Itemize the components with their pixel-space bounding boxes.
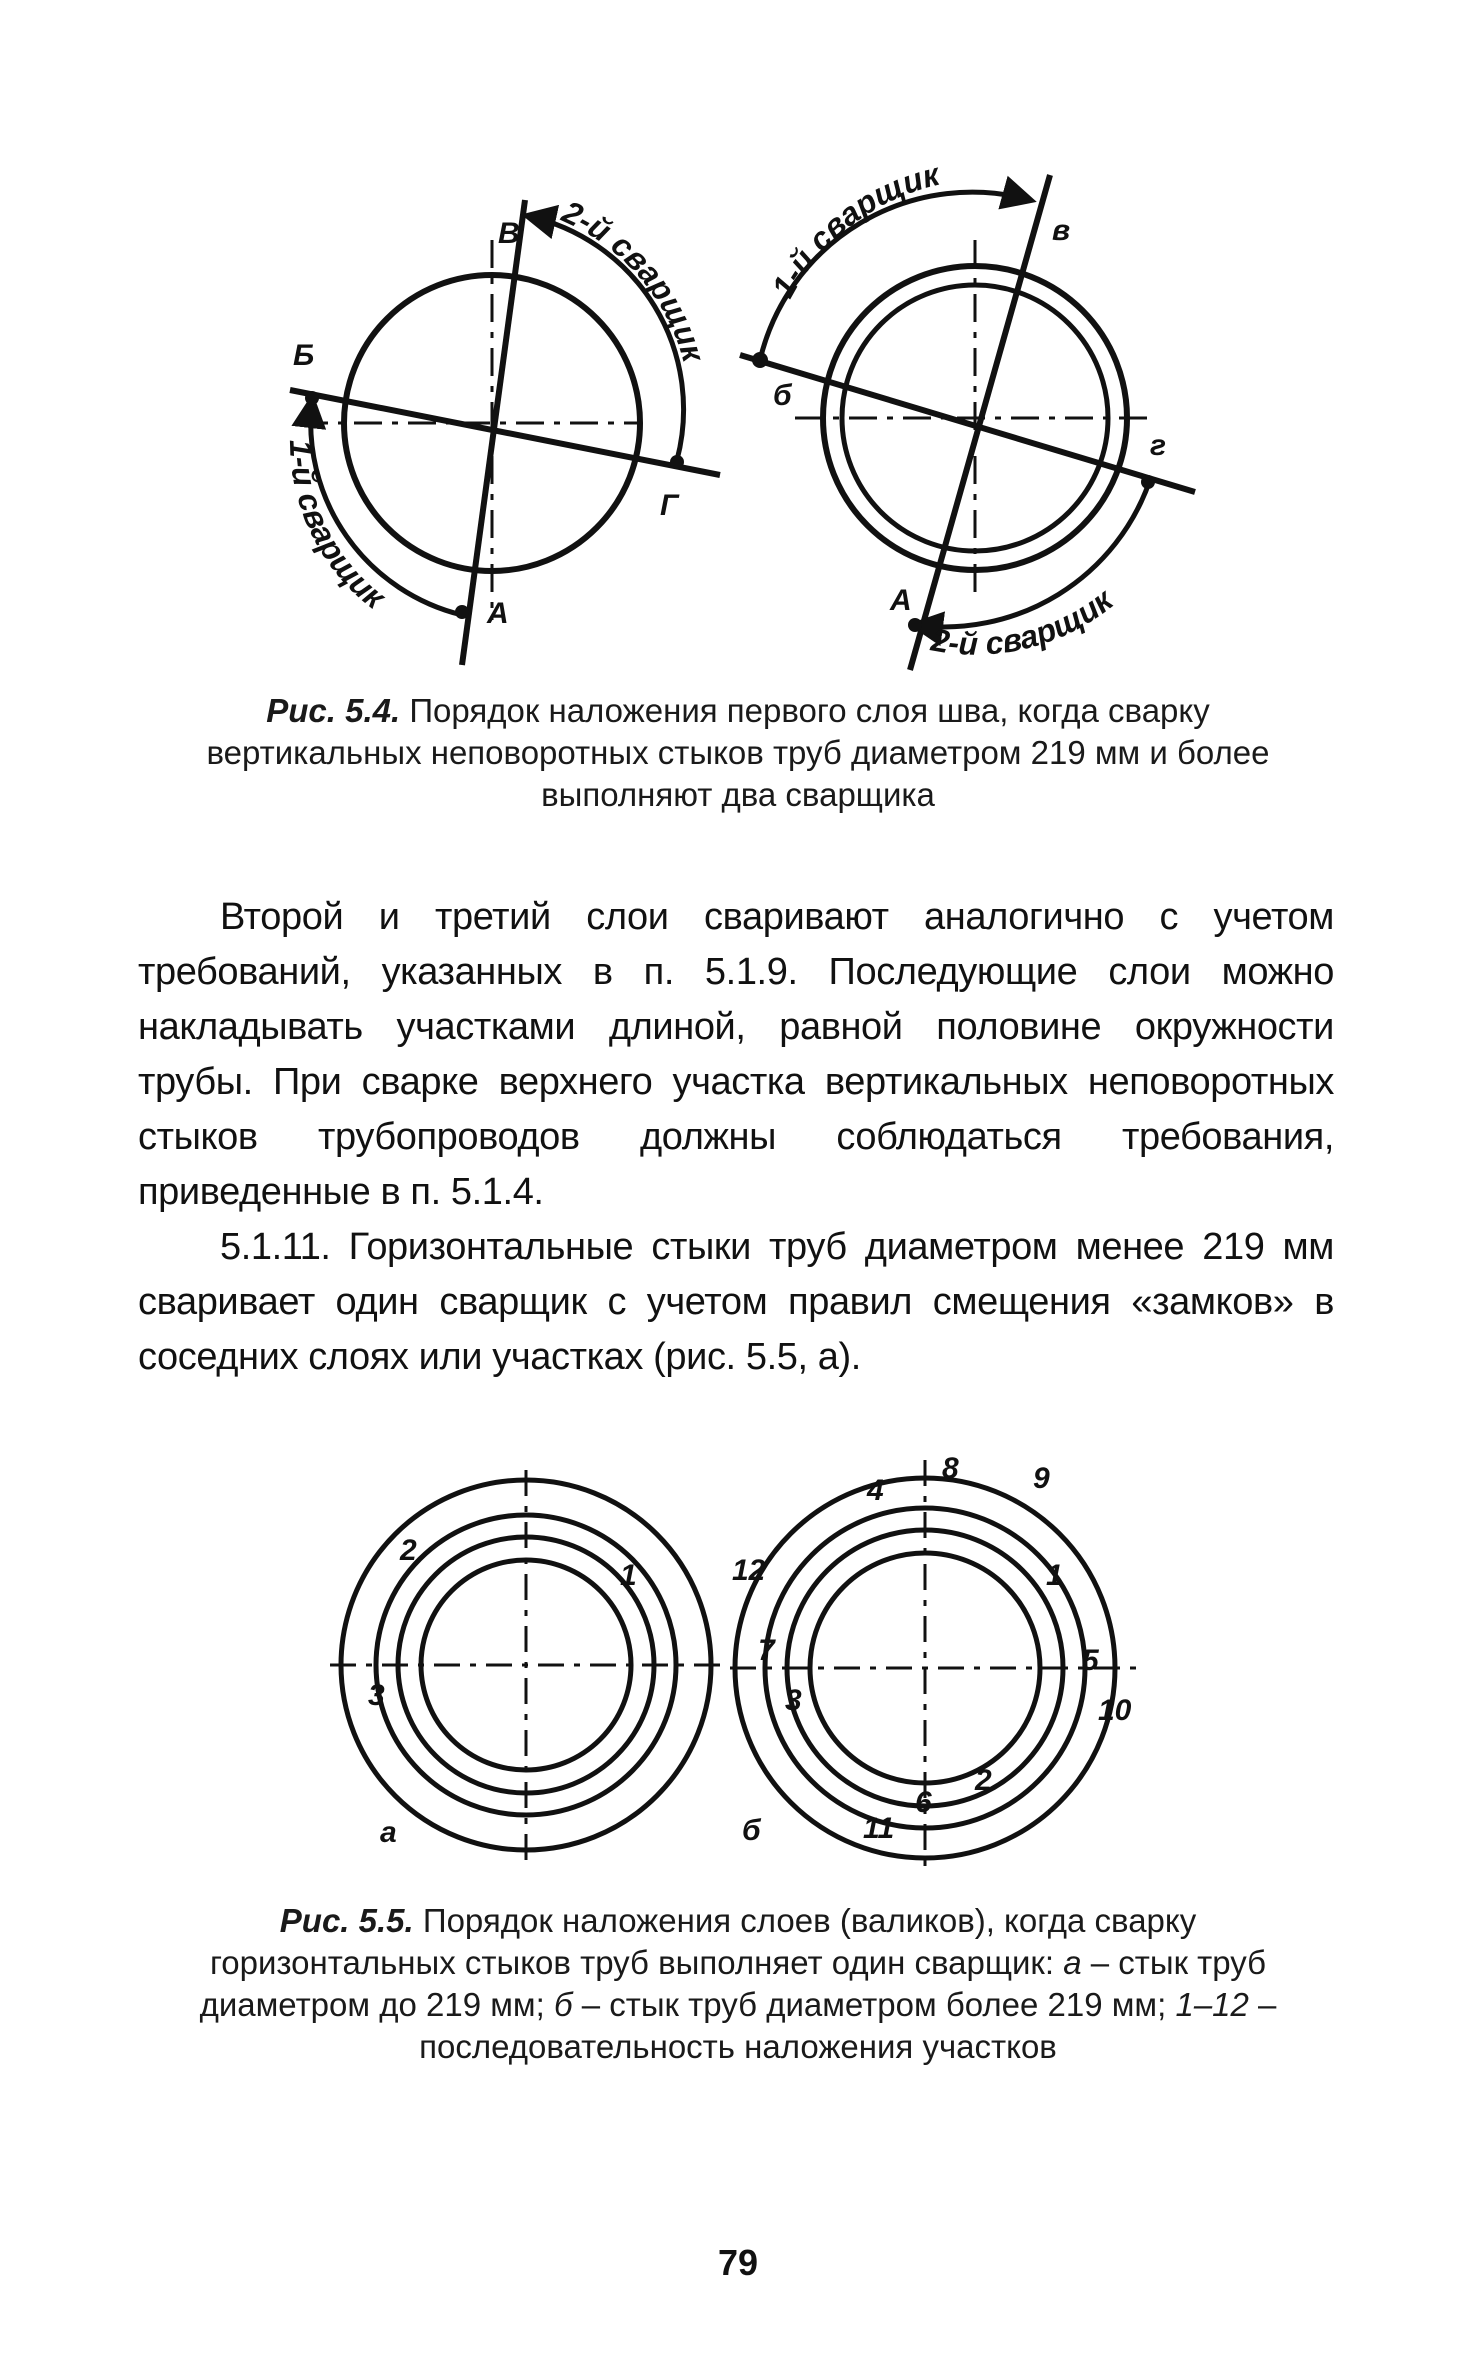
fig55-a-label: а — [380, 1816, 397, 1849]
caption-lead: Рис. 5.4. — [266, 692, 401, 729]
paragraph-1: Второй и третий слои сваривают аналогично с учетом требований, указанных в п. 5.1.9. Последующие слои можно накладывать участками длиной, равной половине окружности трубы. При сварке верхнего участка вертикальных неповоротных стыков трубопроводов должны соблюдаться требования, приведенные в п. 5.1.4. — [138, 896, 1334, 1213]
point-g — [670, 455, 684, 469]
caption-range: 1–12 — [1175, 1986, 1249, 2023]
point-b — [305, 391, 319, 405]
axis-b-g — [290, 390, 720, 475]
welder1-label: 1-й сварщик — [282, 439, 393, 616]
point-a — [455, 605, 469, 619]
caption-a-text: – стык труб диаметром до 219 мм; — [199, 1944, 1267, 2023]
welder1-label: 1-й сварщик — [764, 155, 943, 304]
caption-b: б — [553, 1986, 573, 2023]
fig55-b-joint — [730, 1460, 1140, 1870]
figure-5-4 — [0, 0, 1476, 700]
welder2-label: 2-й сварщик — [928, 581, 1120, 662]
seq-5: 5 — [1082, 1644, 1099, 1677]
seq-9: 9 — [1033, 1462, 1050, 1495]
paragraph-2: 5.1.11. Горизонтальные стыки труб диаметром менее 219 мм сваривает один сварщик с учетом правил смещения «замков» в соседних слоях или участках (рис. 5.5, а). — [138, 1226, 1334, 1378]
seq-7: 7 — [758, 1634, 775, 1667]
seq-12: 12 — [732, 1554, 766, 1587]
welder2-label: 2-й сварщик — [557, 193, 712, 366]
label-a: А — [890, 584, 912, 617]
axis-a-v — [910, 175, 1050, 670]
point-b — [752, 352, 768, 368]
point-g — [1141, 475, 1155, 489]
label-g: г — [1150, 429, 1167, 462]
fig55-b-label: б — [742, 1814, 761, 1847]
seq-3: 3 — [368, 1679, 385, 1712]
label-b: б — [773, 379, 792, 412]
seq-8: 8 — [942, 1452, 959, 1485]
caption-b-text: – стык труб диаметром более 219 мм; — [572, 1986, 1176, 2023]
label-b: Б — [293, 339, 315, 372]
caption-a: а — [1063, 1944, 1082, 1981]
seq-2: 2 — [400, 1534, 417, 1567]
caption-end: – последовательность наложения участков — [419, 1986, 1277, 2065]
seq-10: 10 — [1098, 1694, 1132, 1727]
figure-5-5 — [0, 1400, 1476, 1870]
caption-lead: Рис. 5.5. — [279, 1902, 414, 1939]
seq-2: 2 — [975, 1764, 992, 1797]
page-number: 79 — [717, 2242, 759, 2283]
body-text — [138, 890, 1334, 1385]
seq-3: 3 — [785, 1684, 802, 1717]
fig55-a-joint — [330, 1470, 722, 1860]
figure-5-4-caption — [180, 690, 1296, 816]
label-g: Г — [660, 489, 679, 522]
point-a — [908, 618, 922, 632]
figure-5-5-caption — [160, 1900, 1316, 2068]
seq-4: 4 — [867, 1474, 884, 1507]
caption-text: Порядок наложения слоев (валиков), когда сварку горизонтальных стыков труб выполняет один сварщик: — [209, 1902, 1197, 1981]
label-v: В — [498, 217, 520, 250]
seq-1: 1 — [620, 1559, 637, 1592]
label-v: в — [1052, 214, 1071, 247]
welder1-arc — [311, 400, 462, 615]
seq-1: 1 — [1046, 1559, 1063, 1592]
seq-11: 11 — [863, 1812, 895, 1845]
label-a: А — [487, 597, 509, 630]
seq-6: 6 — [915, 1786, 932, 1819]
caption-text: Порядок наложения первого слоя шва, когда сварку вертикальных неповоротных стыков труб диаметром 219 мм и более выполняют два сварщика — [206, 692, 1270, 813]
